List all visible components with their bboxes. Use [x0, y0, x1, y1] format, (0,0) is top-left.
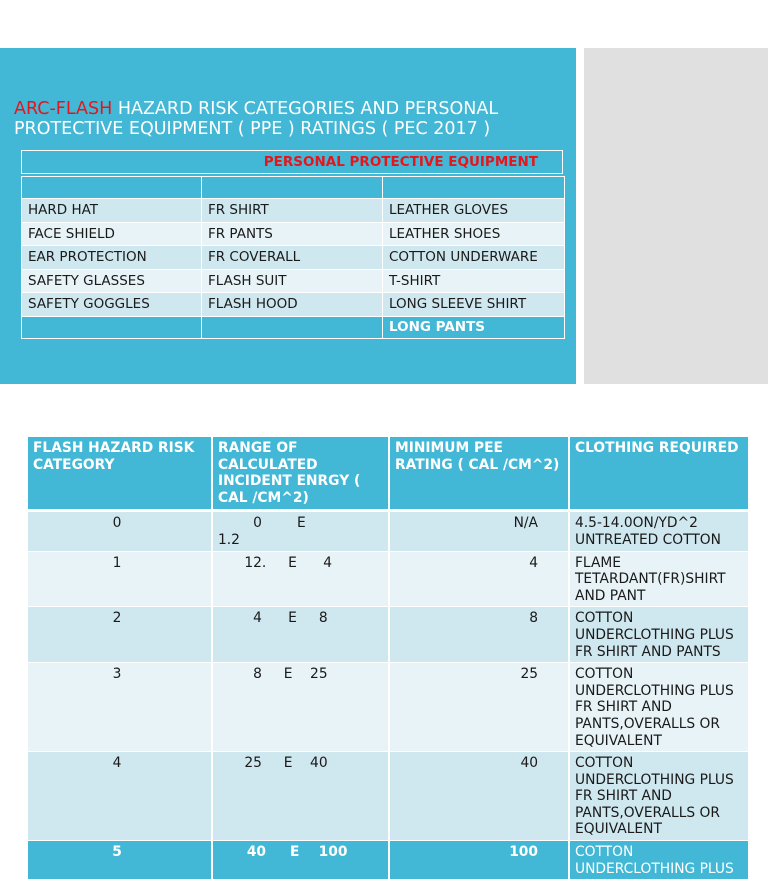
range-cell: 12. E 4	[212, 551, 389, 607]
table-cell	[202, 177, 383, 199]
table-cell	[22, 316, 202, 338]
ppe-table	[21, 176, 565, 339]
table-cell: COTTON UNDERWARE	[383, 246, 565, 270]
range-cell: 8 E 25	[212, 663, 389, 752]
table-cell: FR PANTS	[202, 222, 383, 246]
table-row	[28, 663, 749, 752]
table-row	[28, 551, 749, 607]
min-rating-cell: 25	[389, 663, 569, 752]
clothing-cell: COTTON UNDERCLOTHING PLUS FR SHIRT AND PANTS,OVERALLS OR EQUIVALENT	[569, 752, 749, 841]
table-row	[22, 316, 565, 338]
clothing-cell: COTTON UNDERCLOTHING PLUS FR SHIRT AND PANTS,OVERALLS OR EQUIVALENT	[569, 663, 749, 752]
table-cell: FACE SHIELD	[22, 222, 202, 246]
table-cell: LONG PANTS	[383, 316, 565, 338]
table-cell: FLASH SUIT	[202, 269, 383, 293]
table-row	[22, 199, 565, 223]
category-cell: 2	[28, 607, 212, 663]
title-text: HAZARD RISK CATEGORIES AND PERSONAL PROTECTIVE EQUIPMENT ( PPE ) RATINGS ( PEC 2017 )	[14, 99, 499, 139]
table-cell: LEATHER GLOVES	[383, 199, 565, 223]
table-cell: FR COVERALL	[202, 246, 383, 270]
table-row	[22, 269, 565, 293]
table-cell: EAR PROTECTION	[22, 246, 202, 270]
table-header-row	[28, 437, 749, 511]
column-header: CLOTHING REQUIRED	[569, 437, 749, 511]
min-rating-cell: N/A	[389, 511, 569, 551]
table-row	[28, 511, 749, 551]
table-cell	[22, 177, 202, 199]
table-row	[22, 177, 565, 199]
ppe-heading: PERSONAL PROTECTIVE EQUIPMENT	[21, 150, 563, 174]
table-cell: T-SHIRT	[383, 269, 565, 293]
min-rating-cell: 8	[389, 607, 569, 663]
range-cell: 40 E 100	[212, 841, 389, 880]
table-cell	[383, 177, 565, 199]
category-cell: 3	[28, 663, 212, 752]
clothing-cell: COTTON UNDERCLOTHING PLUS FR SHIRT AND PANTS	[569, 607, 749, 663]
table-cell: FLASH HOOD	[202, 293, 383, 317]
category-cell: 5	[28, 841, 212, 880]
table-cell: LEATHER SHOES	[383, 222, 565, 246]
title-highlight: ARC-FLASH	[14, 99, 113, 119]
table-cell: LONG SLEEVE SHIRT	[383, 293, 565, 317]
table-row	[28, 752, 749, 841]
category-cell: 1	[28, 551, 212, 607]
column-header: MINIMUM PEE RATING ( CAL /CM^2)	[389, 437, 569, 511]
hazard-table	[28, 437, 750, 880]
table-row	[22, 293, 565, 317]
range-cell: 25 E 40	[212, 752, 389, 841]
table-cell: HARD HAT	[22, 199, 202, 223]
clothing-cell: FLAME TETARDANT(FR)SHIRT AND PANT	[569, 551, 749, 607]
table-row	[22, 222, 565, 246]
table-row-highlighted	[28, 841, 749, 880]
column-header: RANGE OF CALCULATED INCIDENT ENRGY ( CAL /CM^2)	[212, 437, 389, 511]
table-cell: FR SHIRT	[202, 199, 383, 223]
table-row	[22, 246, 565, 270]
min-rating-cell: 100	[389, 841, 569, 880]
range-cell: 0 E 1.2	[212, 511, 389, 551]
page-title	[14, 99, 574, 139]
min-rating-cell: 40	[389, 752, 569, 841]
category-cell: 0	[28, 511, 212, 551]
clothing-cell: COTTON UNDERCLOTHING PLUS	[569, 841, 749, 880]
table-cell	[202, 316, 383, 338]
range-cell: 4 E 8	[212, 607, 389, 663]
clothing-cell: 4.5-14.0ON/YD^2 UNTREATED COTTON	[569, 511, 749, 551]
min-rating-cell: 4	[389, 551, 569, 607]
side-panel	[584, 48, 768, 384]
table-cell: SAFETY GLASSES	[22, 269, 202, 293]
table-row	[28, 607, 749, 663]
column-header: FLASH HAZARD RISK CATEGORY	[28, 437, 212, 511]
table-cell: SAFETY GOGGLES	[22, 293, 202, 317]
category-cell: 4	[28, 752, 212, 841]
